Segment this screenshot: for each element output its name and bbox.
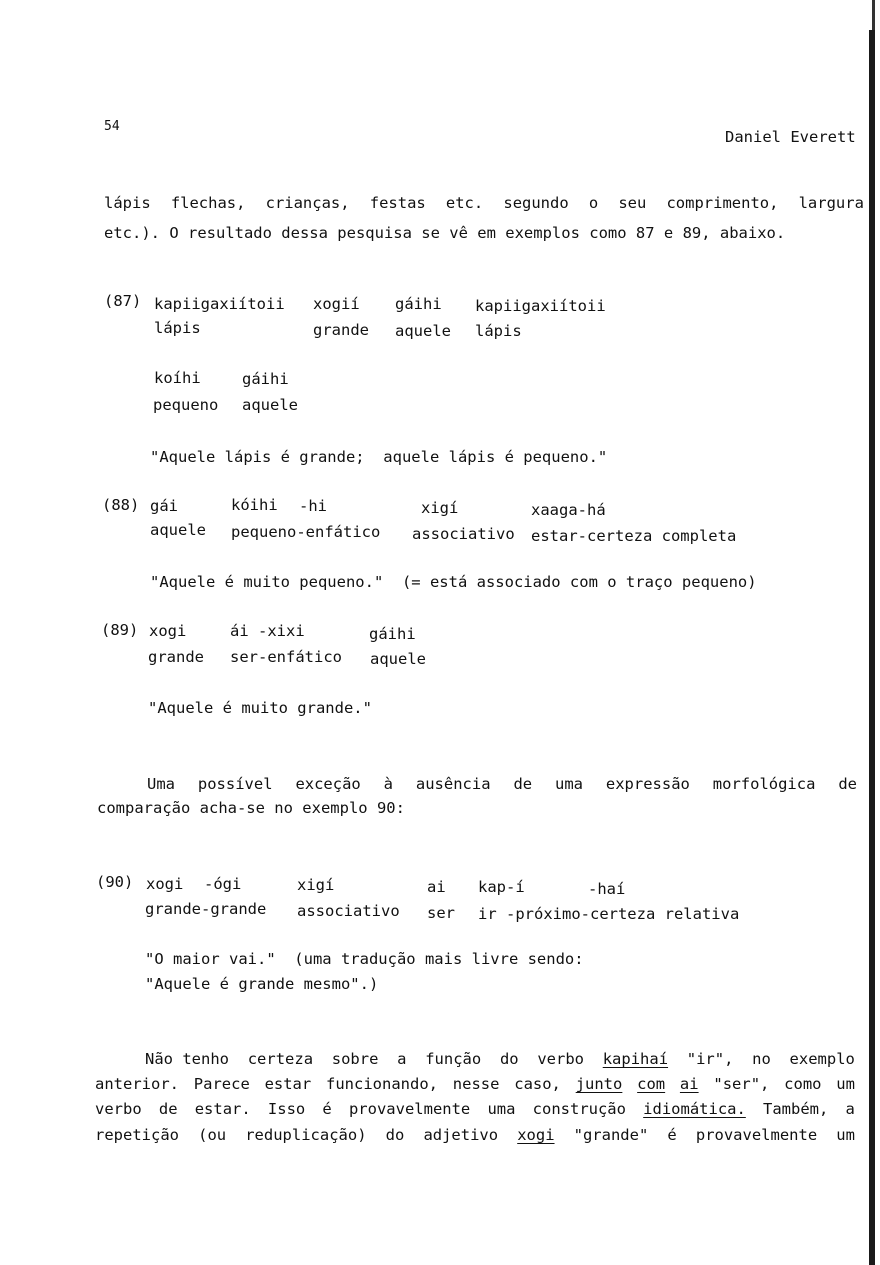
word: Também, <box>763 1100 829 1118</box>
word: do <box>499 1050 519 1068</box>
example-word: kapiigaxiítoii <box>154 295 285 313</box>
example-gloss: ser-enfático <box>230 648 342 666</box>
example-gloss: lápis <box>154 319 201 337</box>
underlined-word: ai <box>679 1075 699 1093</box>
word: etc. <box>445 194 484 212</box>
word: repetição <box>95 1126 179 1144</box>
example-gloss: grande-grande <box>145 900 267 918</box>
word: exceção <box>295 775 361 793</box>
word: seu <box>618 194 647 212</box>
example-translation: "Aquele é muito grande." <box>148 699 372 717</box>
underlined-word: kapihaí <box>602 1050 669 1068</box>
underlined-word: xogi <box>517 1126 555 1144</box>
example-gloss: grande <box>148 648 204 666</box>
word: provavelmente <box>348 1100 471 1118</box>
word: Parece <box>193 1075 250 1093</box>
word: do <box>385 1126 405 1144</box>
example-number: (90) <box>96 873 134 891</box>
example-word: gái <box>150 497 178 515</box>
word: certeza <box>247 1050 314 1068</box>
word: "ser", <box>713 1075 770 1093</box>
word: adjetivo <box>423 1126 499 1144</box>
word: segundo <box>503 194 569 212</box>
example-word: kap-í <box>478 878 525 896</box>
intro-line-1 <box>104 194 864 212</box>
underlined-word: idiomática. <box>643 1100 746 1118</box>
word: de <box>158 1100 178 1118</box>
example-gloss: aquele <box>370 650 426 668</box>
word: um <box>836 1075 855 1093</box>
paragraph-line <box>95 1126 855 1144</box>
intro-line-2: etc.). O resultado dessa pesquisa se vê em exemplos como 87 e 89, abaixo. <box>104 224 786 242</box>
word: largura <box>798 194 864 212</box>
word: sobre <box>331 1050 379 1068</box>
page-binding-edge <box>869 30 875 1265</box>
word: de <box>838 775 857 793</box>
word: flechas, <box>170 194 246 212</box>
example-gloss: associativo <box>412 525 515 543</box>
example-gloss: aquele <box>395 322 451 340</box>
word: "grande" <box>573 1126 649 1144</box>
example-gloss: associativo <box>297 902 400 920</box>
example-word: xogi <box>146 875 184 893</box>
paragraph-line: comparação acha-se no exemplo 90: <box>97 799 405 817</box>
example-gloss: estar-certeza completa <box>531 527 737 545</box>
word: (ou <box>198 1126 227 1144</box>
example-gloss: aquele <box>242 396 298 414</box>
running-head-author: Daniel Everett <box>725 128 856 146</box>
example-word: -ógi <box>204 875 242 893</box>
example-word: -haí <box>588 880 626 898</box>
example-gloss: ir -próximo-certeza relativa <box>478 905 740 923</box>
word: de <box>513 775 533 793</box>
example-word: gáihi <box>369 625 416 643</box>
example-word: gáihi <box>242 370 289 388</box>
word: nesse <box>452 1075 500 1093</box>
word: reduplicação) <box>245 1126 367 1144</box>
word: lápis <box>104 194 151 212</box>
example-word: xigí <box>421 499 459 517</box>
example-gloss: pequeno <box>153 396 219 414</box>
word: estar. <box>194 1100 251 1118</box>
word: verbo <box>537 1050 584 1068</box>
example-word: xogií <box>313 295 360 313</box>
example-translation: "O maior vai." (uma tradução mais livre sendo: <box>145 950 584 968</box>
word: "ir", <box>686 1050 734 1068</box>
word: um <box>836 1126 855 1144</box>
word: é <box>322 1100 332 1118</box>
word: anterior. <box>95 1075 179 1093</box>
example-translation: "Aquele é muito pequeno." (= está associado com o traço pequeno) <box>150 573 757 591</box>
example-gloss: lápis <box>475 322 522 340</box>
word: estar <box>264 1075 312 1093</box>
word: comprimento, <box>666 194 779 212</box>
word: expressão <box>605 775 690 793</box>
word: funcionando, <box>326 1075 438 1093</box>
word: a <box>845 1100 855 1118</box>
example-word: ai <box>427 878 446 896</box>
paragraph-line <box>95 1075 855 1093</box>
paragraph-line <box>147 775 857 793</box>
word: Uma <box>147 775 175 793</box>
word: uma <box>555 775 583 793</box>
example-number: (87) <box>104 292 142 310</box>
example-gloss: pequeno-enfático <box>231 523 381 541</box>
paragraph-line <box>145 1050 855 1068</box>
example-translation: "Aquele lápis é grande; aquele lápis é pequeno." <box>150 448 608 466</box>
word: no <box>752 1050 771 1068</box>
paragraph-line <box>95 1100 855 1118</box>
word: Isso <box>267 1100 306 1118</box>
example-word: xigí <box>297 876 335 894</box>
example-gloss: grande <box>313 321 369 339</box>
word: é <box>667 1126 677 1144</box>
example-word: kóihi <box>231 496 278 514</box>
example-word: koíhi <box>154 369 201 387</box>
underlined-word: junto <box>575 1075 623 1093</box>
word: o <box>588 194 599 212</box>
word: construção <box>532 1100 626 1118</box>
word: crianças, <box>265 194 350 212</box>
page-edge <box>872 0 875 30</box>
word: festas <box>369 194 426 212</box>
word: exemplo <box>789 1050 855 1068</box>
word: Não tenho <box>145 1050 229 1068</box>
example-translation: "Aquele é grande mesmo".) <box>145 975 379 993</box>
example-gloss: ser <box>427 904 455 922</box>
example-word: xaaga-há <box>531 501 606 519</box>
word: à <box>383 775 393 793</box>
word: provavelmente <box>695 1126 818 1144</box>
example-word: ái -xixi <box>230 622 305 640</box>
word: a <box>397 1050 407 1068</box>
word: como <box>784 1075 822 1093</box>
word: verbo <box>95 1100 142 1118</box>
example-number: (89) <box>101 621 139 639</box>
word: possível <box>197 775 273 793</box>
word: uma <box>487 1100 516 1118</box>
example-word: kapiigaxiítoii <box>475 297 606 315</box>
example-gloss: aquele <box>150 521 206 539</box>
example-word: gáihi <box>395 295 442 313</box>
underlined-word: com <box>637 1075 666 1093</box>
word: função <box>425 1050 482 1068</box>
example-word: xogi <box>149 622 187 640</box>
word: morfológica <box>712 775 816 793</box>
word: ausência <box>415 775 491 793</box>
page-number: 54 <box>104 119 120 134</box>
example-number: (88) <box>102 496 140 514</box>
example-word: -hi <box>299 497 327 515</box>
word: caso, <box>514 1075 561 1093</box>
